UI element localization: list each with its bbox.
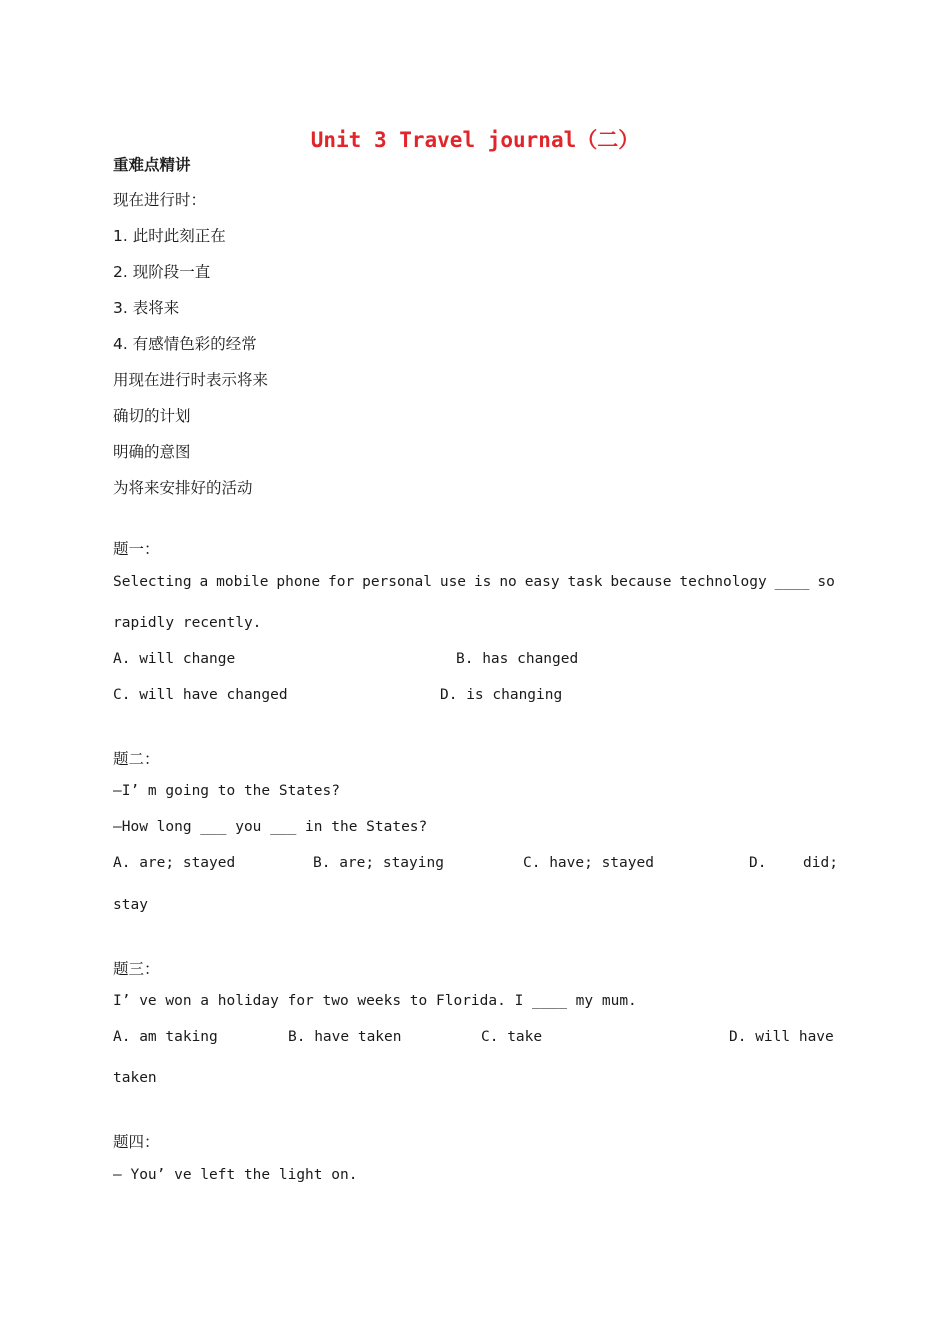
option-a: A. am taking: [113, 1029, 218, 1045]
stem-word: for: [327, 574, 355, 590]
future-item: 明确的意图: [113, 443, 191, 461]
option-d: D.: [749, 855, 767, 871]
option-d-cont: stay: [113, 897, 148, 913]
question-label: 题二：: [113, 750, 160, 768]
page-title: Unit 3 Travel journal（二）: [310, 128, 640, 152]
option-d-cont: taken: [113, 1070, 157, 1086]
stem-word: use: [439, 574, 467, 590]
stem-word: personal: [362, 574, 432, 590]
option-c: C. will have changed: [113, 687, 288, 703]
section-heading: 重难点精讲: [113, 156, 191, 174]
question-stem-cont: rapidly recently.: [113, 615, 262, 631]
option-a: A. will change: [113, 651, 236, 667]
usage-item: 2. 现阶段一直: [113, 263, 211, 281]
question-label: 题一：: [113, 540, 160, 558]
question-stem: I’ ve won a holiday for two weeks to Florida. I ____ my mum.: [113, 993, 637, 1009]
dialogue-line: —How long ___ you ___ in the States?: [113, 819, 428, 835]
option-c: C. take: [481, 1029, 543, 1045]
stem-word: easy: [524, 574, 560, 590]
stem-word: mobile: [216, 574, 269, 590]
question-label: 题三：: [113, 960, 160, 978]
stem-word: Selecting: [113, 574, 192, 590]
stem-word: no: [499, 574, 517, 590]
option-d: D. is changing: [440, 687, 563, 703]
usage-item: 4. 有感情色彩的经常: [113, 335, 257, 353]
option-d: D. will have: [729, 1029, 834, 1045]
dialogue-line: —I’ m going to the States?: [113, 783, 340, 799]
stem-word: so: [817, 574, 835, 590]
stem-word: a: [199, 574, 209, 590]
usage-item: 3. 表将来: [113, 299, 180, 317]
future-item: 确切的计划: [113, 407, 191, 425]
stem-word: technology: [679, 574, 767, 590]
option-d-text: did;: [803, 855, 838, 871]
future-item: 为将来安排好的活动: [113, 479, 253, 497]
option-a: A. are; stayed: [113, 855, 236, 871]
stem-word: phone: [276, 574, 321, 590]
option-b: B. are; staying: [313, 855, 444, 871]
dialogue-line: — You’ ve left the light on.: [113, 1167, 358, 1183]
future-heading: 用现在进行时表示将来: [113, 371, 269, 389]
intro-text: 现在进行时：: [113, 191, 207, 209]
option-b: B. has changed: [456, 651, 579, 667]
question-label: 题四：: [113, 1133, 160, 1151]
option-c: C. have; stayed: [523, 855, 654, 871]
usage-item: 1. 此时此刻正在: [113, 227, 226, 245]
stem-word: task: [567, 574, 603, 590]
option-b: B. have taken: [288, 1029, 402, 1045]
question-stem: [113, 574, 835, 590]
stem-word: ____: [774, 574, 810, 590]
stem-word: because: [610, 574, 672, 590]
stem-word: is: [473, 574, 492, 590]
